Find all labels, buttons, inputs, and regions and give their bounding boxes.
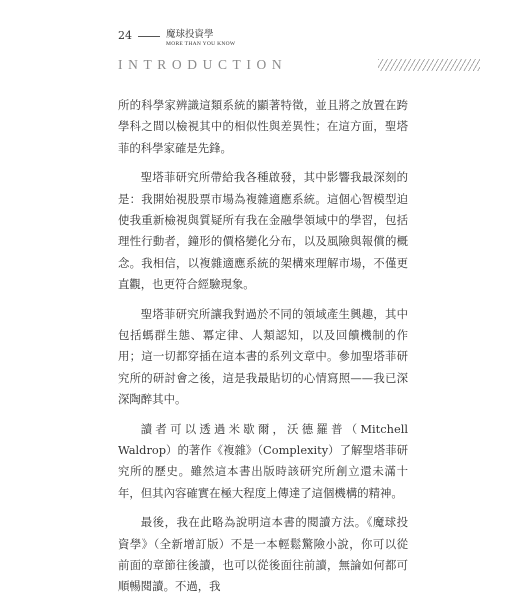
body-text	[118, 95, 408, 606]
paragraph: 所的科學家辨識這類系統的顯著特徵，並且將之放置在跨學科之間以檢視其中的相似性與差異性；在這方面，聖塔菲的科學家確是先鋒。	[118, 98, 408, 155]
section-title: INTRODUCTION	[118, 57, 288, 72]
running-book-title: 魔球投資學	[166, 29, 214, 40]
section-header	[118, 56, 480, 76]
page-number: 24	[118, 29, 132, 42]
paragraph: 最後，我在此略為說明這本書的閱讀方法。《魔球投資學》（全新增訂版）不是一本輕鬆驚險小說，你可以從前面的章節往後讀，也可以從後面往前讀，無論如何都可順暢閱讀。不過，我	[118, 515, 408, 594]
paragraph: 聖塔菲研究所帶給我各種啟發，其中影響我最深刻的是：我開始視股票市場為複雜適應系統。這個心智模型迫使我重新檢視與質疑所有我在金融學領域中的學習，包括理性行動者，鐘形的價格變化分布，以及風險與報償的概念。我相信，以複雜適應系統的架構來理解市場，不僅更直觀，也更符合經驗現象。	[118, 170, 408, 291]
paragraph: 讀者可以透過米歇爾，沃德羅普（Mitchell Waldrop）的著作《複雜》（Complexity）了解聖塔菲研究所的歷史。雖然這本書出版時該研究所創立還未滿十年，但其內容確實在極大程度上傳達了這個機構的精神。	[118, 421, 408, 500]
paragraph: 聖塔菲研究所讓我對過於不同的領域產生興趣，其中包括螞群生態、冪定律、人類認知，以及回饋機制的作用；這一切都穿插在這本書的系列文章中。參加聖塔菲研究所的研討會之後，這是我最貼切的心情寫照——我已深深陶醉其中。	[118, 306, 408, 406]
header-divider	[138, 36, 160, 37]
running-book-subtitle: MORE THAN YOU KNOW	[166, 41, 236, 47]
decorative-hatch-bar	[378, 59, 480, 71]
